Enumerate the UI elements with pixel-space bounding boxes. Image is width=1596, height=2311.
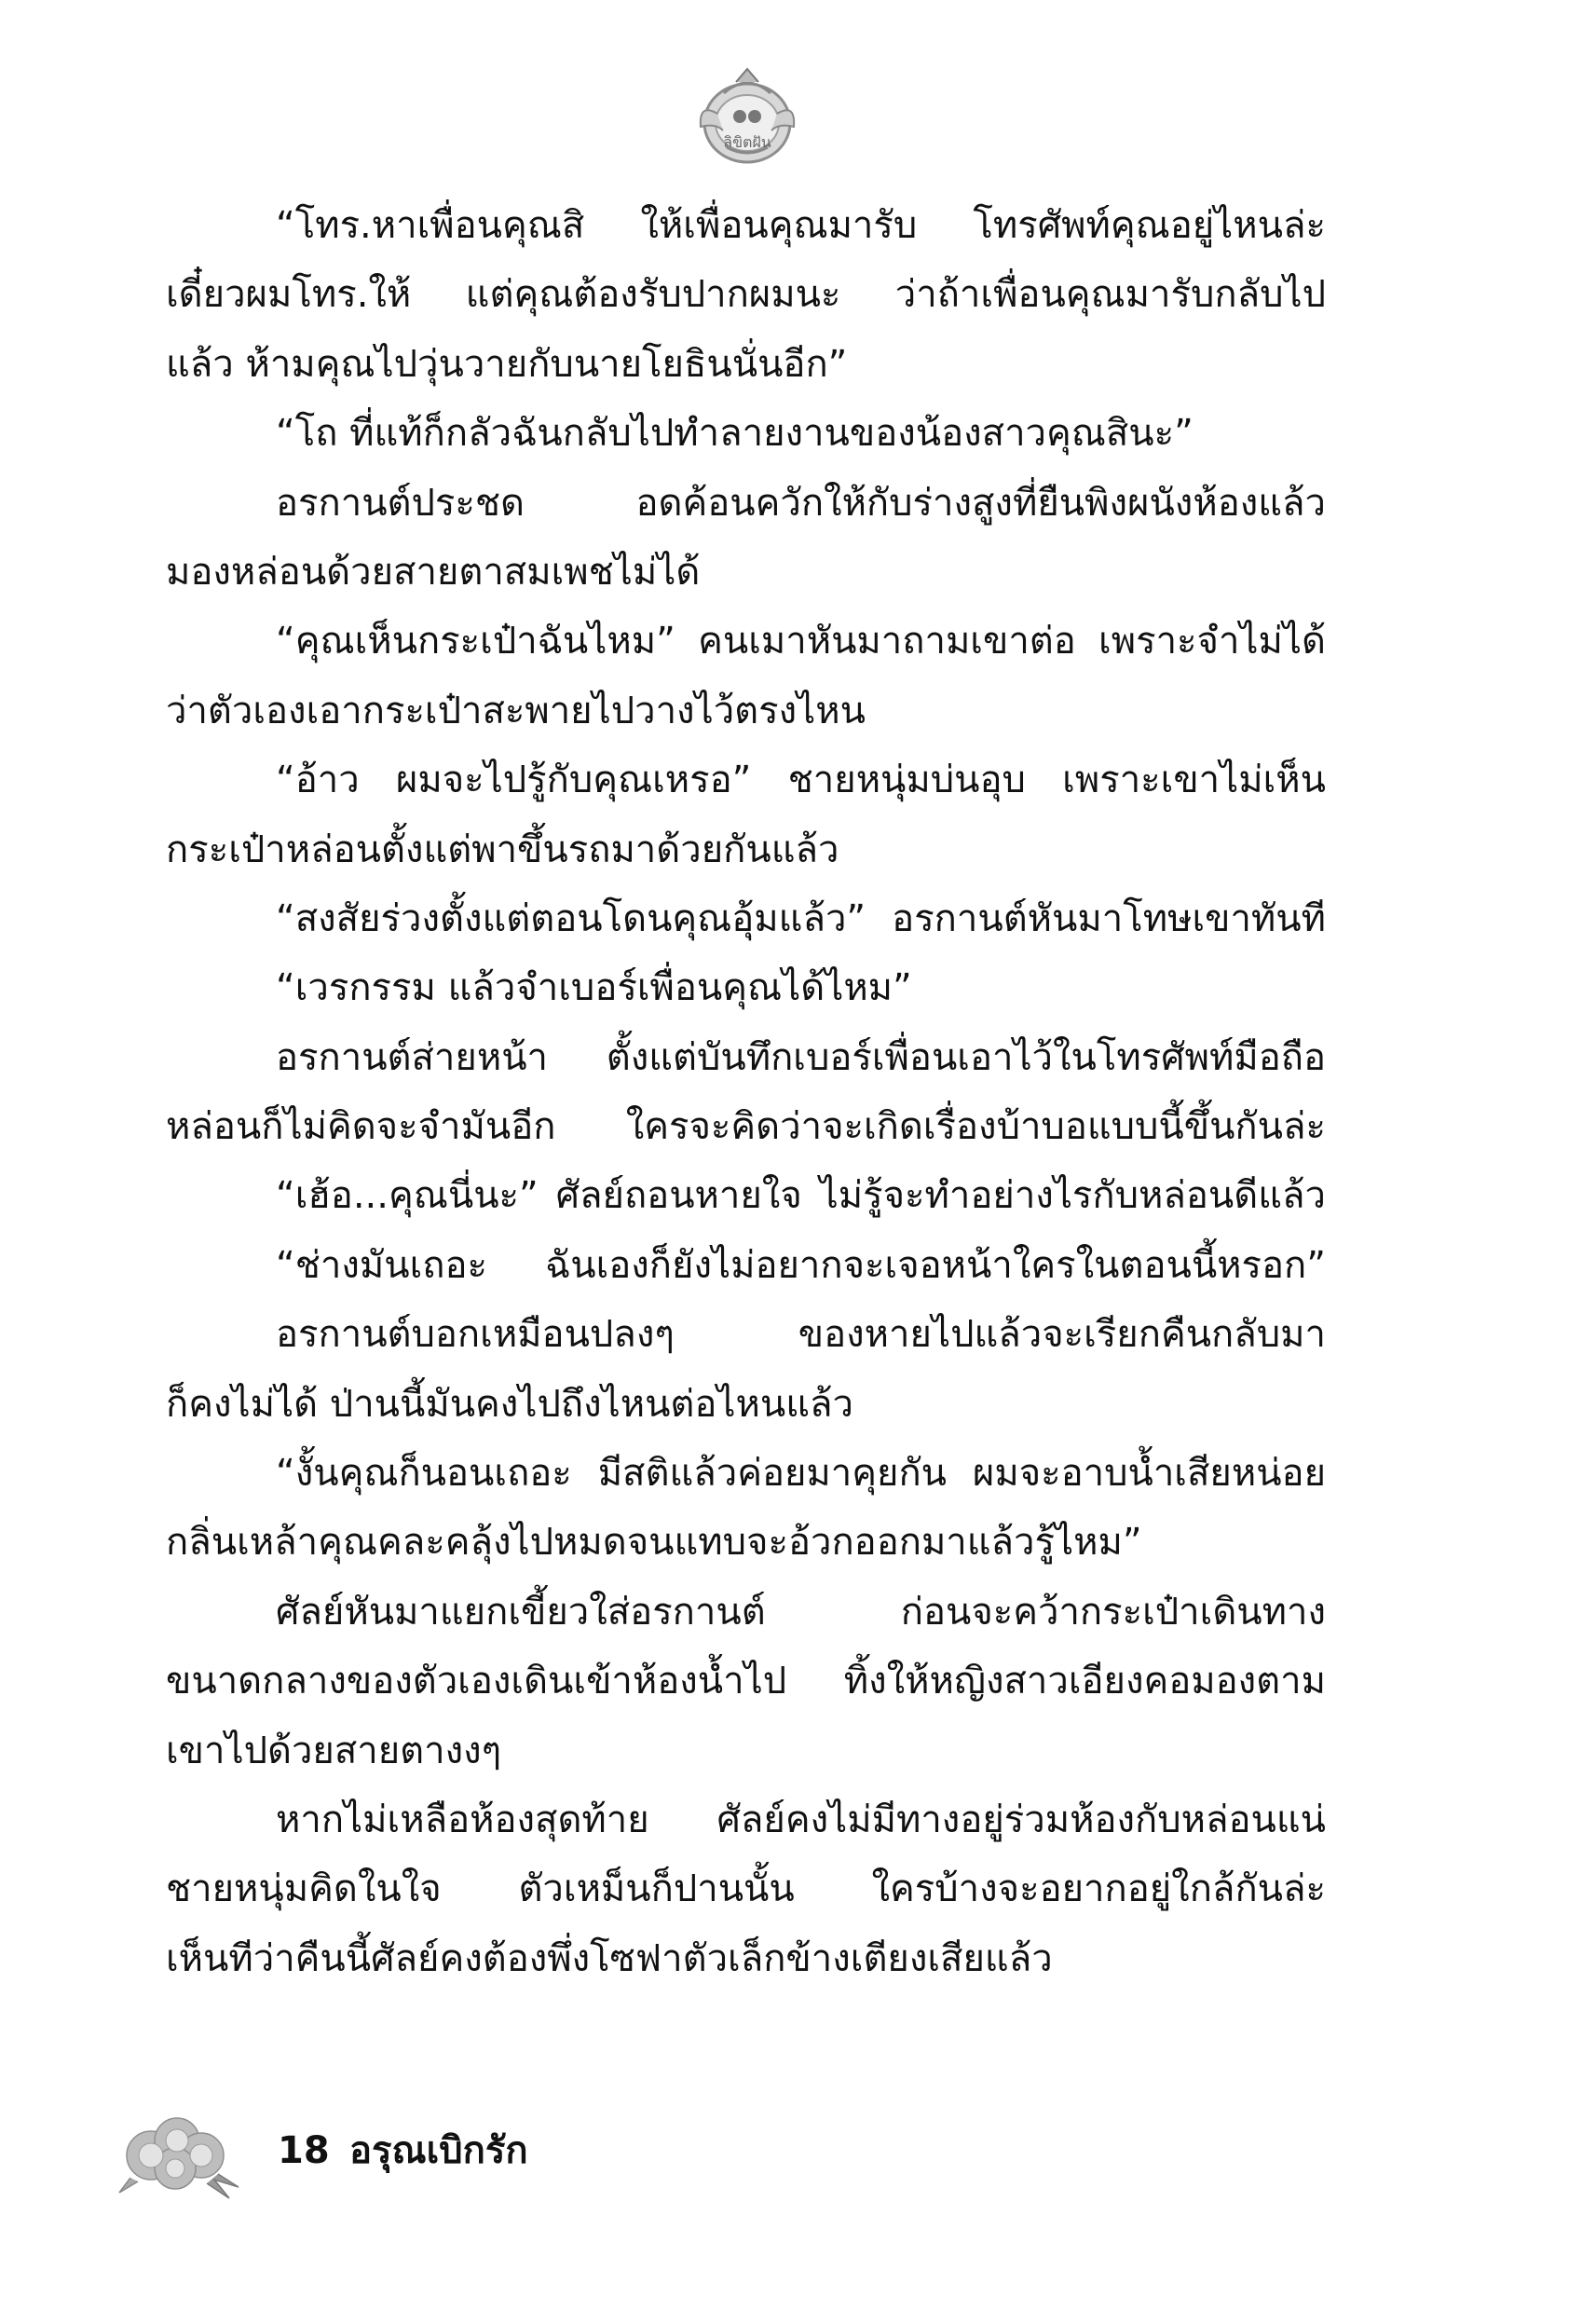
text-line: “คุณเห็นกระเป๋าฉันไหม” คนเมาหันมาถามเขาต่อ เพราะจำไม่ได้ (276, 620, 1326, 663)
cupid-emblem-icon (682, 65, 812, 177)
text-line: ขนาดกลางของตัวเองเดินเข้าห้องน้ำไป ทิ้งให้หญิงสาวเอียงคอมองตาม (166, 1660, 1326, 1703)
page-number: 18 (278, 2129, 330, 2172)
text-line: หล่อนก็ไม่คิดจะจำมันอีก ใครจะคิดว่าจะเกิดเรื่องบ้าบอแบบนี้ขึ้นกันล่ะ (166, 1105, 1326, 1149)
text-line: “เฮ้อ...คุณนี่นะ” ศัลย์ถอนหายใจ ไม่รู้จะทำอย่างไรกับหล่อนดีแล้ว (276, 1174, 1326, 1218)
text-line: มองหล่อนด้วยสายตาสมเพชไม่ได้ (166, 550, 701, 594)
text-line: อรกานต์บอกเหมือนปลงๆ ของหายไปแล้วจะเรียกคืนกลับมา (276, 1313, 1326, 1357)
text-line: อรกานต์ส่ายหน้า ตั้งแต่บันทึกเบอร์เพื่อนเอาไว้ในโทรศัพท์มือถือ (276, 1035, 1326, 1079)
text-line: หากไม่เหลือห้องสุดท้าย ศัลย์คงไม่มีทางอยู่ร่วมห้องกับหล่อนแน่ (276, 1798, 1326, 1841)
text-line: “สงสัยร่วงตั้งแต่ตอนโดนคุณอุ้มแล้ว” อรกานต์หันมาโทษเขาทันที (276, 896, 1326, 940)
text-line: กลิ่นเหล้าคุณคละคลุ้งไปหมดจนแทบจะอ้วกออกมาแล้วรู้ไหม” (166, 1521, 1142, 1565)
story-text (166, 191, 1326, 1993)
marigold-flower-icon (112, 2101, 252, 2204)
text-line: “เวรกรรม แล้วจำเบอร์เพื่อนคุณได้ไหม” (276, 966, 912, 1010)
text-line: ศัลย์หันมาแยกเขี้ยวใส่อรกานต์ ก่อนจะคว้ากระเป๋าเดินทาง (276, 1590, 1326, 1634)
page-footer (112, 2101, 671, 2204)
text-line: เขาไปด้วยสายตางงๆ (166, 1729, 502, 1772)
text-line: “โถ ที่แท้ก็กลัวฉันกลับไปทำลายงานของน้องสาวคุณสินะ” (276, 412, 1194, 456)
text-line: เห็นทีว่าคืนนี้ศัลย์คงต้องพึ่งโซฟาตัวเล็กข้างเตียงเสียแล้ว (166, 1936, 1053, 1980)
text-line: อรกานต์ประชด อดค้อนควักให้กับร่างสูงที่ยืนพิงผนังห้องแล้ว (276, 481, 1326, 525)
text-line: ว่าตัวเองเอากระเป๋าสะพายไปวางไว้ตรงไหน (166, 689, 866, 732)
text-line: “ช่างมันเถอะ ฉันเองก็ยังไม่อยากจะเจอหน้าใครในตอนนี้หรอก” (276, 1243, 1326, 1287)
book-title: อรุณเบิกรัก (349, 2129, 528, 2172)
emblem-text: ลิขิตฝัน (723, 133, 771, 151)
text-line: เดี๋ยวผมโทร.ให้ แต่คุณต้องรับปากผมนะ ว่าถ้าเพื่อนคุณมารับกลับไป (166, 273, 1326, 317)
text-line: กระเป๋าหล่อนตั้งแต่พาขึ้นรถมาด้วยกันแล้ว (166, 827, 839, 871)
text-line: แล้ว ห้ามคุณไปวุ่นวายกับนายโยธินนั่นอีก” (166, 342, 848, 386)
text-line: ชายหนุ่มคิดในใจ ตัวเหม็นก็ปานนั้น ใครบ้างจะอยากอยู่ใกล้กันล่ะ (166, 1867, 1326, 1911)
text-line: “อ้าว ผมจะไปรู้กับคุณเหรอ” ชายหนุ่มบ่นอุบ เพราะเขาไม่เห็น (276, 759, 1326, 802)
text-line: ก็คงไม่ได้ ป่านนี้มันคงไปถึงไหนต่อไหนแล้ว (166, 1382, 854, 1426)
text-line: “งั้นคุณก็นอนเถอะ มีสติแล้วค่อยมาคุยกัน ผมจะอาบน้ำเสียหน่อย (276, 1452, 1326, 1496)
text-line: “โทร.หาเพื่อนคุณสิ ให้เพื่อนคุณมารับ โทรศัพท์คุณอยู่ไหนล่ะ (276, 204, 1326, 247)
